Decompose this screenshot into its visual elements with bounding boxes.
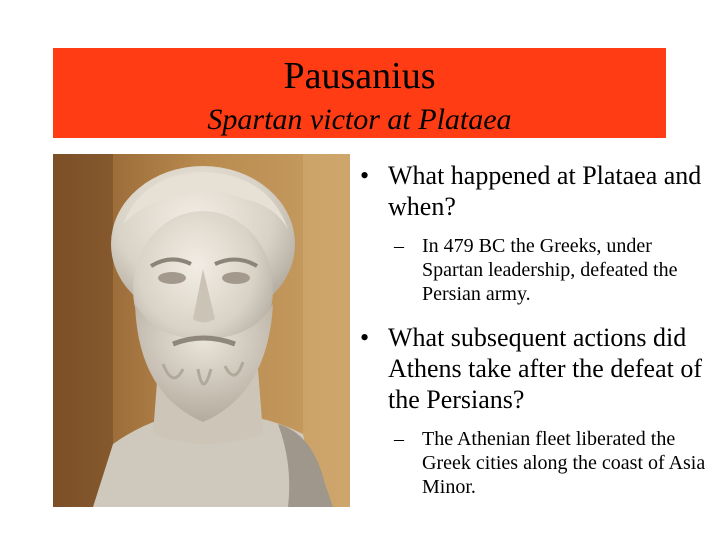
sub-bullet-item [360,427,716,499]
title-band [53,48,666,138]
bullet-item [360,160,716,222]
marble-bust-illustration [53,154,350,507]
bullet-dot-icon: • [360,323,370,352]
sub-bullet-text: The Athenian fleet liberated the Greek cities along the coast of Asia Minor. [422,428,706,498]
dash-icon: – [394,235,404,257]
dash-icon: – [394,428,404,450]
bullet-text: What happened at Plataea and when? [388,161,702,221]
bullet-dot-icon: • [360,161,370,190]
bullet-text: What subsequent actions did Athens take after the defeat of the Persians? [388,323,703,414]
slide-title: Pausanius [283,55,436,97]
sub-bullet-item [360,234,716,306]
slide-subtitle: Spartan victor at Plataea [207,103,512,136]
sub-bullet-text: In 479 BC the Greeks, under Spartan leadership, defeated the Persian army. [422,235,678,305]
bullet-item [360,322,716,415]
bust-image [53,154,350,507]
bullet-list [360,160,716,499]
